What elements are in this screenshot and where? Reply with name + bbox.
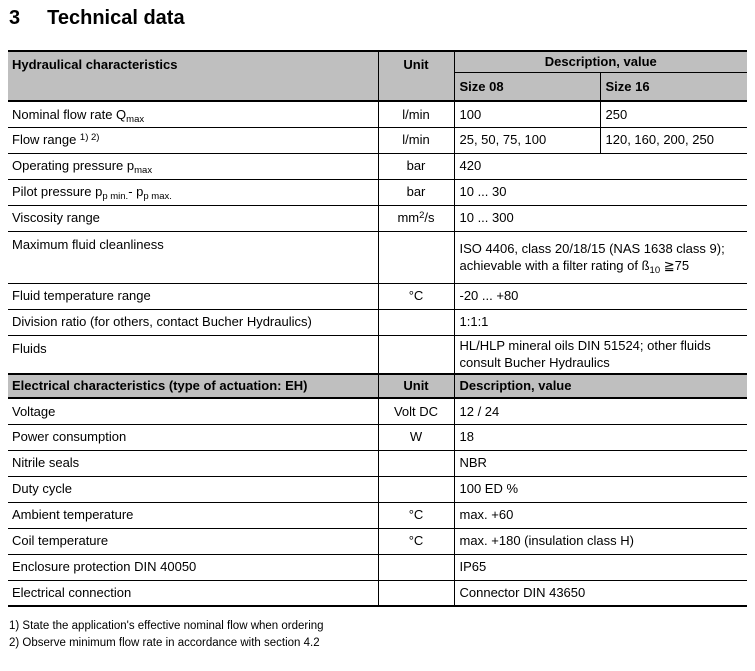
page-title [9, 7, 185, 30]
characteristic-label: Operating pressure $p_{max}$ [8, 153, 378, 179]
description-value: 10 ... 30 [454, 179, 747, 205]
unit-value: l/min [378, 101, 454, 127]
unit-value [378, 309, 454, 335]
hydraulic-header-row [8, 51, 747, 72]
size08-value: 25, 50, 75, 100 [454, 127, 600, 153]
table-row [8, 580, 747, 606]
unit-value [378, 231, 454, 283]
electrical-section-title: Electrical characteristics (type of actuation: EH) [8, 374, 378, 398]
characteristic-label: Duty cycle [8, 476, 378, 502]
description-value: Connector DIN 43650 [454, 580, 747, 606]
description-value: max. +180 (insulation class H) [454, 528, 747, 554]
characteristic-label: Viscosity range [8, 205, 378, 231]
electrical-header-row [8, 374, 747, 398]
unit-value [378, 580, 454, 606]
table-row [8, 528, 747, 554]
description-value: NBR [454, 450, 747, 476]
table-row [8, 335, 747, 374]
description-column-header: Description, value [454, 51, 747, 72]
description-value: 18 [454, 424, 747, 450]
footnotes [9, 618, 324, 652]
unit-value [378, 450, 454, 476]
table-row [8, 502, 747, 528]
characteristic-label: Nitrile seals [8, 450, 378, 476]
description-value: ISO 4406, class 20/18/15 (NAS 1638 class 9); achievable with a filter rating of $ß_{10}$ ≧75 [454, 231, 747, 283]
unit-value: °C [378, 528, 454, 554]
characteristic-label: Flow range $^{1) 2)}$ [8, 127, 378, 153]
description-column-header: Description, value [454, 374, 747, 398]
table-row [8, 283, 747, 309]
characteristic-label: Fluids [8, 335, 378, 374]
table-row [8, 101, 747, 127]
table-row [8, 153, 747, 179]
table-row [8, 179, 747, 205]
size16-value: 250 [600, 101, 747, 127]
unit-value [378, 476, 454, 502]
technical-data-table [8, 50, 747, 607]
unit-value: bar [378, 179, 454, 205]
unit-value: Volt DC [378, 398, 454, 424]
characteristic-label: Pilot pressure $p_{p min.}-$ $p_{p max.}$ [8, 179, 378, 205]
characteristic-label: Power consumption [8, 424, 378, 450]
description-value: IP65 [454, 554, 747, 580]
unit-column-header: Unit [378, 374, 454, 398]
table-row [8, 554, 747, 580]
description-value: 10 ... 300 [454, 205, 747, 231]
characteristic-label: Voltage [8, 398, 378, 424]
unit-value: °C [378, 502, 454, 528]
characteristic-label: Coil temperature [8, 528, 378, 554]
description-value: 12 / 24 [454, 398, 747, 424]
unit-value: bar [378, 153, 454, 179]
description-value: 1:1:1 [454, 309, 747, 335]
table-row [8, 450, 747, 476]
description-value: -20 ... +80 [454, 283, 747, 309]
description-value: 420 [454, 153, 747, 179]
size16-value: 120, 160, 200, 250 [600, 127, 747, 153]
unit-value [378, 335, 454, 374]
table-row [8, 398, 747, 424]
description-value: max. +60 [454, 502, 747, 528]
unit-value: $mm^2/s$ [378, 205, 454, 231]
size08-header: Size 08 [454, 72, 600, 101]
size08-value: 100 [454, 101, 600, 127]
unit-value: W [378, 424, 454, 450]
unit-value [378, 554, 454, 580]
unit-value: °C [378, 283, 454, 309]
description-value: 100 ED % [454, 476, 747, 502]
section-title: Technical data [47, 7, 185, 29]
description-value: HL/HLP mineral oils DIN 51524; other fluids consult Bucher Hydraulics [454, 335, 747, 374]
size16-header: Size 16 [600, 72, 747, 101]
table-row [8, 205, 747, 231]
table-row [8, 231, 747, 283]
characteristic-label: Electrical connection [8, 580, 378, 606]
characteristic-label: Division ratio (for others, contact Bucher Hydraulics) [8, 309, 378, 335]
hydraulic-section-title: Hydraulical characteristics [8, 51, 378, 101]
unit-column-header: Unit [378, 51, 454, 101]
section-number: 3 [9, 7, 21, 29]
characteristic-label: Enclosure protection DIN 40050 [8, 554, 378, 580]
table-row [8, 476, 747, 502]
characteristic-label: Ambient temperature [8, 502, 378, 528]
footnote-2: 2) Observe minimum flow rate in accordance with section 4.2 [9, 637, 320, 649]
table-row [8, 309, 747, 335]
characteristic-label: Nominal flow rate $Q_{max}$ [8, 101, 378, 127]
table-row [8, 127, 747, 153]
characteristic-label: Maximum fluid cleanliness [8, 231, 378, 283]
unit-value: l/min [378, 127, 454, 153]
table-row [8, 424, 747, 450]
footnote-1: 1) State the application's effective nominal flow when ordering [9, 620, 324, 632]
characteristic-label: Fluid temperature range [8, 283, 378, 309]
